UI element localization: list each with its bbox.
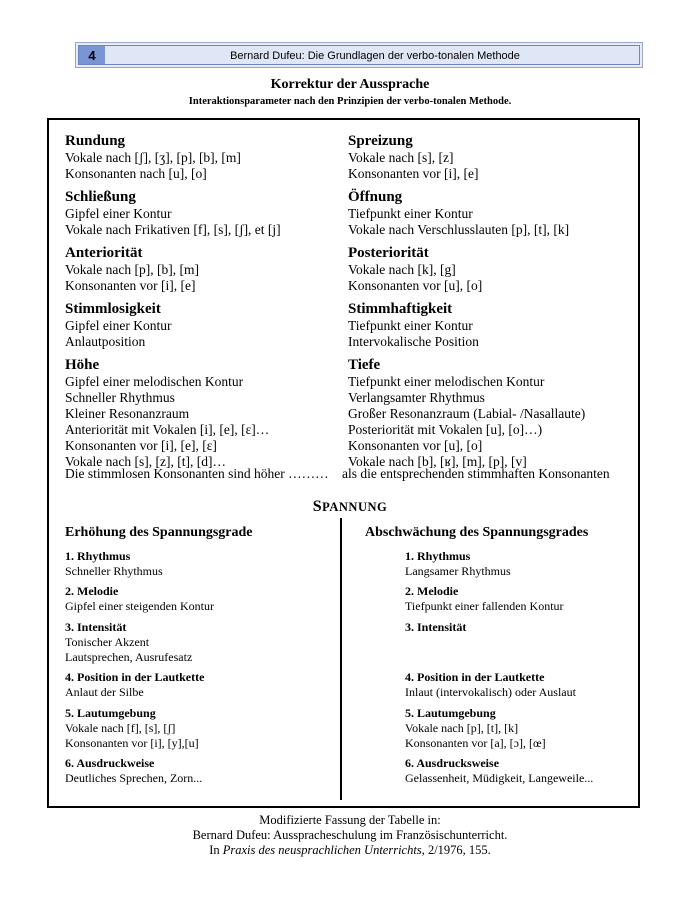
feature-line: Schneller Rhythmus [65, 390, 175, 405]
feature-heading: Spreizung [348, 133, 413, 149]
increase-item-line: Lautsprechen, Ausrufesatz [65, 650, 193, 664]
decrease-item [405, 706, 546, 751]
feature-group [65, 357, 345, 470]
decrease-item-line: Langsamer Rhythmus [405, 564, 511, 578]
column-divider [340, 518, 342, 800]
feature-group [348, 133, 633, 182]
feature-line: Gipfel einer Kontur [65, 318, 172, 333]
source-line-1: Modifizierte Fassung der Tabelle in: [259, 813, 441, 827]
decrease-item-title: 6. Ausdrucksweise [405, 756, 500, 770]
increase-item-title: 3. Intensität [65, 620, 127, 634]
feature-line: Konsonanten vor [i], [e] [348, 166, 479, 181]
source-journal: Praxis des neusprachlichen Unterrichts, [222, 843, 425, 857]
feature-line: Vokale nach [b], [ʁ], [m], [p], [v] [348, 454, 527, 469]
decrease-item [405, 670, 576, 700]
decrease-heading: Abschwächung des Spannungsgrades [365, 525, 589, 540]
feature-line: Konsonanten vor [i], [e], [ε] [65, 438, 217, 453]
increase-item-line: Gipfel einer steigenden Kontur [65, 599, 214, 613]
feature-line: Vokale nach [s], [z], [t], [d]… [65, 454, 226, 469]
decrease-item [405, 620, 466, 635]
feature-heading: Schließung [65, 189, 136, 205]
increase-item-line: Vokale nach [f], [s], [ʃ] [65, 721, 176, 735]
page-title: Korrektur der Aussprache [270, 77, 430, 92]
feature-line: Vokale nach [p], [b], [m] [65, 262, 199, 277]
increase-item-title: 2. Melodie [65, 584, 119, 598]
feature-heading: Rundung [65, 133, 126, 149]
feature-heading: Posteriorität [348, 245, 429, 261]
feature-line: Vokale nach [s], [z] [348, 150, 454, 165]
left-feature-column [65, 133, 345, 477]
feature-group [348, 301, 633, 350]
increase-item [65, 756, 202, 786]
decrease-item-title: 5. Lautumgebung [405, 706, 496, 720]
source-note [0, 813, 700, 858]
feature-line: Tiefpunkt einer Kontur [348, 206, 473, 221]
feature-line: Gipfel einer melodischen Kontur [65, 374, 244, 389]
running-header-inner [78, 45, 640, 65]
source-issue: 2/1976, 155. [424, 843, 491, 857]
section-heading-spannung [0, 498, 700, 516]
feature-line: Anlautposition [65, 334, 146, 349]
feature-line: Großer Resonanzraum (Labial- /Nasallaute) [348, 406, 586, 421]
page-number: 4 [79, 46, 105, 64]
feature-line: Vokale nach [ʃ], [ʒ], [p], [b], [m] [65, 150, 241, 165]
increase-item [65, 620, 192, 665]
increase-heading: Erhöhung des Spannungsgrade [65, 525, 253, 540]
decrease-item-title: 3. Intensität [405, 620, 467, 634]
decrease-column [365, 525, 635, 549]
comparison-right: als die entsprechenden stimmhaften Konsonanten [342, 466, 610, 481]
decrease-item-line: Inlaut (intervokalisch) oder Auslaut [405, 685, 576, 699]
feature-group [65, 189, 345, 238]
increase-item-title: 5. Lautumgebung [65, 706, 156, 720]
page-subtitle: Interaktionsparameter nach den Prinzipien der verbo-tonalen Methode. [188, 96, 512, 107]
feature-line: Vokale nach Frikativen [f], [s], [ʃ], et [j] [65, 222, 281, 237]
right-feature-column [348, 133, 633, 477]
decrease-item-title: 2. Melodie [405, 584, 459, 598]
feature-line: Tiefpunkt einer melodischen Kontur [348, 374, 545, 389]
feature-heading: Stimmlosigkeit [65, 301, 161, 317]
decrease-item [405, 549, 511, 579]
feature-line: Verlangsamter Rhythmus [348, 390, 485, 405]
increase-item-line: Anlaut der Silbe [65, 685, 144, 699]
source-line-3 [0, 843, 700, 858]
increase-item-title: 4. Position in der Lautkette [65, 670, 205, 684]
feature-line: Anteriorität mit Vokalen [i], [e], [ε]… [65, 422, 270, 437]
feature-heading: Höhe [65, 357, 100, 373]
comparison-left: Die stimmlosen Konsonanten sind höher ……… [65, 466, 329, 481]
running-header [75, 42, 643, 68]
spannung-rest: PANNUNG [322, 500, 388, 514]
decrease-item-title: 1. Rhythmus [405, 549, 471, 563]
feature-line: Intervokalische Position [348, 334, 479, 349]
feature-heading: Stimmhaftigkeit [348, 301, 453, 317]
decrease-item-line: Gelassenheit, Müdigkeit, Langeweile... [405, 771, 594, 785]
decrease-item-line: Vokale nach [p], [t], [k] [405, 721, 519, 735]
feature-line: Vokale nach Verschlusslauten [p], [t], [k] [348, 222, 570, 237]
feature-line: Konsonanten vor [u], [o] [348, 438, 483, 453]
decrease-item [405, 756, 593, 786]
source-prefix: In [209, 843, 223, 857]
increase-item-title: 1. Rhythmus [65, 549, 131, 563]
feature-line: Posteriorität mit Vokalen [u], [o]…) [348, 422, 543, 437]
source-line-2: Bernard Dufeu: Ausspracheschulung im Französischunterricht. [192, 828, 508, 842]
feature-group [348, 357, 633, 470]
decrease-item [405, 584, 564, 614]
decrease-item-line: Tiefpunkt einer fallenden Kontur [405, 599, 564, 613]
increase-item-line: Tonischer Akzent [65, 635, 150, 649]
increase-item [65, 706, 199, 751]
increase-item [65, 584, 214, 614]
feature-line: Konsonanten vor [u], [o] [348, 278, 483, 293]
increase-column [65, 525, 335, 549]
feature-line: Konsonanten vor [i], [e] [65, 278, 196, 293]
feature-line: Vokale nach [k], [g] [348, 262, 456, 277]
feature-group [65, 301, 345, 350]
spannung-initial: S [312, 498, 323, 515]
decrease-item-line: Konsonanten vor [a], [ɔ], [œ] [405, 736, 546, 750]
feature-line: Tiefpunkt einer Kontur [348, 318, 473, 333]
feature-heading: Anteriorität [65, 245, 143, 261]
feature-heading: Öffnung [348, 189, 403, 205]
feature-group [65, 245, 345, 294]
feature-group [348, 245, 633, 294]
increase-item-line: Deutliches Sprechen, Zorn... [65, 771, 203, 785]
increase-item [65, 549, 163, 579]
increase-item-line: Konsonanten vor [i], [y],[u] [65, 736, 199, 750]
decrease-item-title: 4. Position in der Lautkette [405, 670, 545, 684]
feature-group [65, 133, 345, 182]
increase-item-title: 6. Ausdruckweise [65, 756, 155, 770]
feature-line: Kleiner Resonanzraum [65, 406, 190, 421]
feature-group [348, 189, 633, 238]
feature-heading: Tiefe [348, 357, 381, 373]
increase-item [65, 670, 204, 700]
feature-line: Konsonanten nach [u], [o] [65, 166, 207, 181]
feature-line: Gipfel einer Kontur [65, 206, 172, 221]
increase-item-line: Schneller Rhythmus [65, 564, 163, 578]
running-title: Bernard Dufeu: Die Grundlagen der verbo-tonalen Methode [230, 50, 520, 62]
